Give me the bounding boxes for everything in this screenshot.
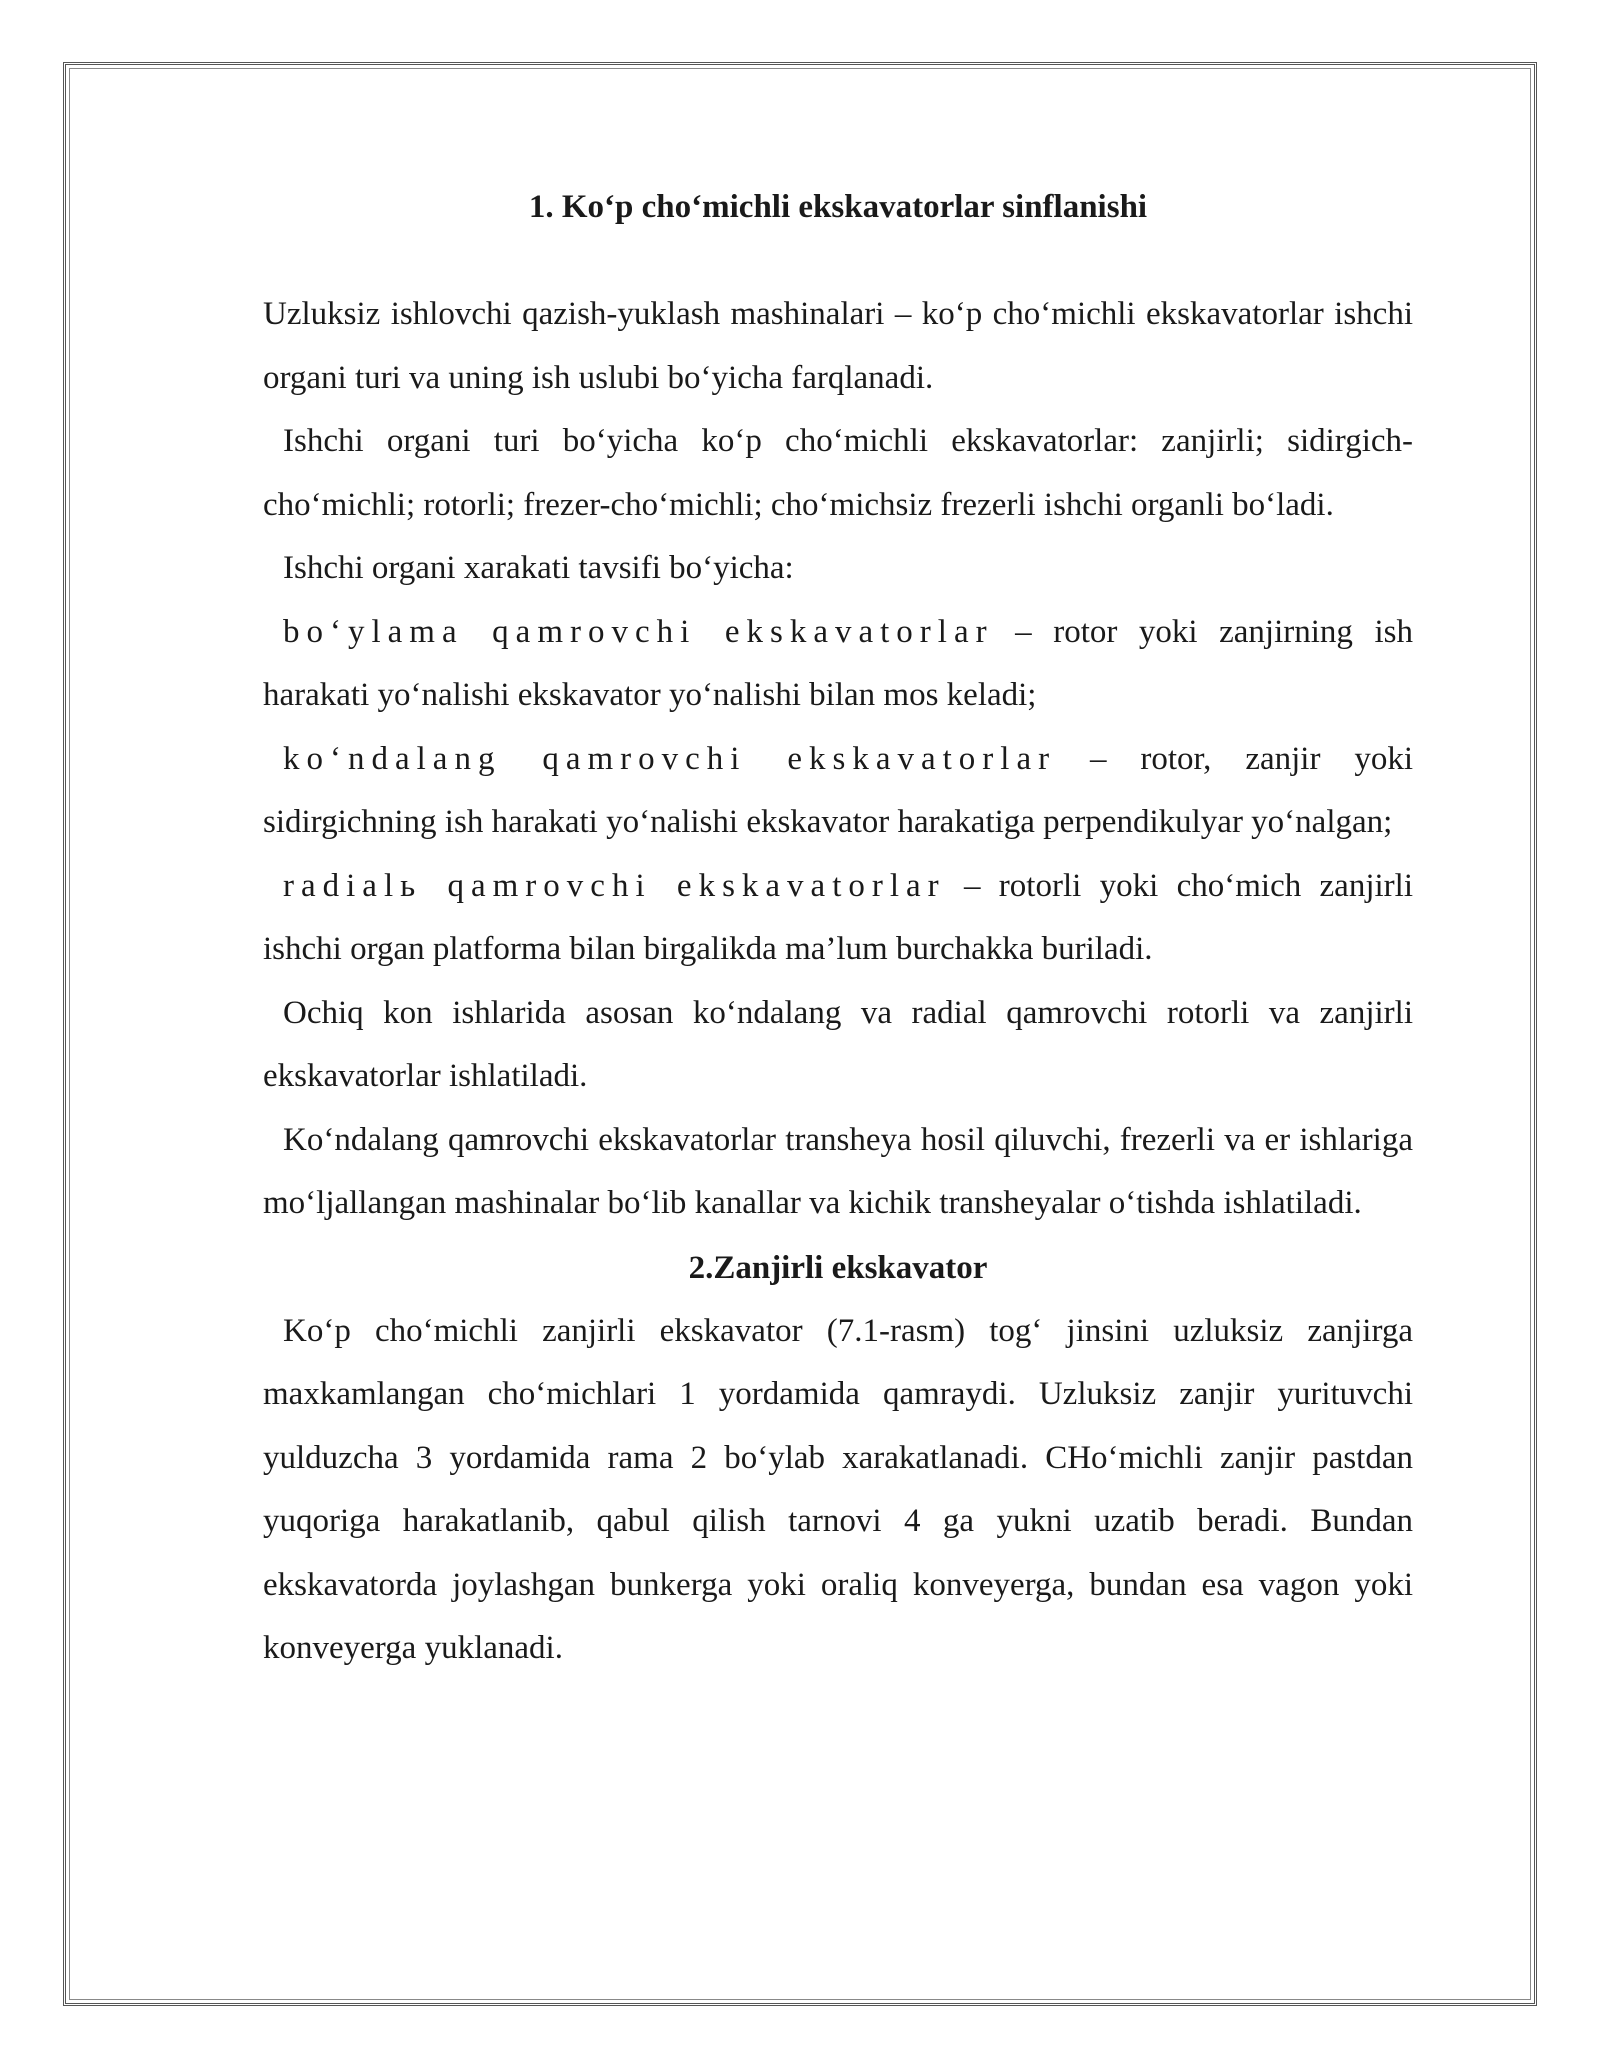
term-longitudinal: bo‘ylama qamrovchi ekskavatorlar xyxy=(283,613,994,650)
paragraph-transverse-usage: Ko‘ndalang qamrovchi ekskavatorlar transheya hosil qiluvchi, frezerli va er ishlariga mo‘ljallangan mashinalar bo‘lib kanallar va kichik transheyalar o‘tishda ishlatiladi. xyxy=(263,1121,1413,1221)
paragraph-longitudinal xyxy=(263,601,1413,728)
term-transverse: ko‘ndalang qamrovchi ekskavatorlar xyxy=(283,740,1057,777)
paragraph-motion-intro: Ishchi organi xarakati tavsifi bo‘yicha: xyxy=(283,550,794,586)
term-radial: radialь qamrovchi ekskavatorlar xyxy=(283,867,946,904)
paragraph-chain-excavator: Ko‘p cho‘michli zanjirli ekskavator (7.1-rasm) tog‘ jinsini uzluksiz zanjirga maxkamlangan cho‘michlari 1 yordamida qamraydi. Uzluksiz zanjir yurituvchi yulduzcha 3 yordamida rama 2 bo‘ylab xarakatlanadi. CHo‘michli zanjir pastdan yuqoriga harakatlanib, qabul qilish tarnovi 4 ga yukni uzatib beradi. Bundan ekskavatorda joylashgan bunkerga yoki oraliq konveyerga, bundan esa vagon yoki konveyerga yuklanadi. xyxy=(263,1312,1413,1666)
paragraph-transverse xyxy=(263,728,1413,855)
paragraph-open-pit: Ochiq kon ishlarida asosan ko‘ndalang va radial qamrovchi rotorli va zanjirli ekskavatorlar ishlatiladi. xyxy=(263,994,1413,1094)
document-body xyxy=(263,175,1413,1681)
definition-longitudinal: – rotor yoki zanjirning ish harakati yo‘nalishi ekskavator yo‘nalishi bilan mos keladi; xyxy=(263,613,1413,713)
section-2-heading: 2.Zanjirli ekskavator xyxy=(688,1249,988,1286)
paragraph-organ-types: Ishchi organi turi bo‘yicha ko‘p cho‘michli ekskavatorlar: zanjirli; sidirgich-cho‘michli; rotorli; frezer-cho‘michli; cho‘michsiz frezerli ishchi organli bo‘ladi. xyxy=(263,423,1413,523)
paragraph-intro: Uzluksiz ishlovchi qazish-yuklash mashinalari – ko‘p cho‘michli ekskavatorlar ishchi organi turi va uning ish uslubi bo‘yicha farqlanadi. xyxy=(263,296,1413,396)
definition-transverse: – rotor, zanjir yoki sidirgichning ish harakati yo‘nalishi ekskavator harakatiga perpendikulyar yo‘nalgan; xyxy=(263,740,1413,840)
paragraph-radial xyxy=(263,855,1413,982)
definition-radial: – rotorli yoki cho‘mich zanjirli ishchi organ platforma bilan birgalikda ma’lum burchakka buriladi. xyxy=(263,867,1413,967)
section-1-heading: 1. Ko‘p cho‘michli ekskavatorlar sinflanishi xyxy=(528,189,1148,225)
